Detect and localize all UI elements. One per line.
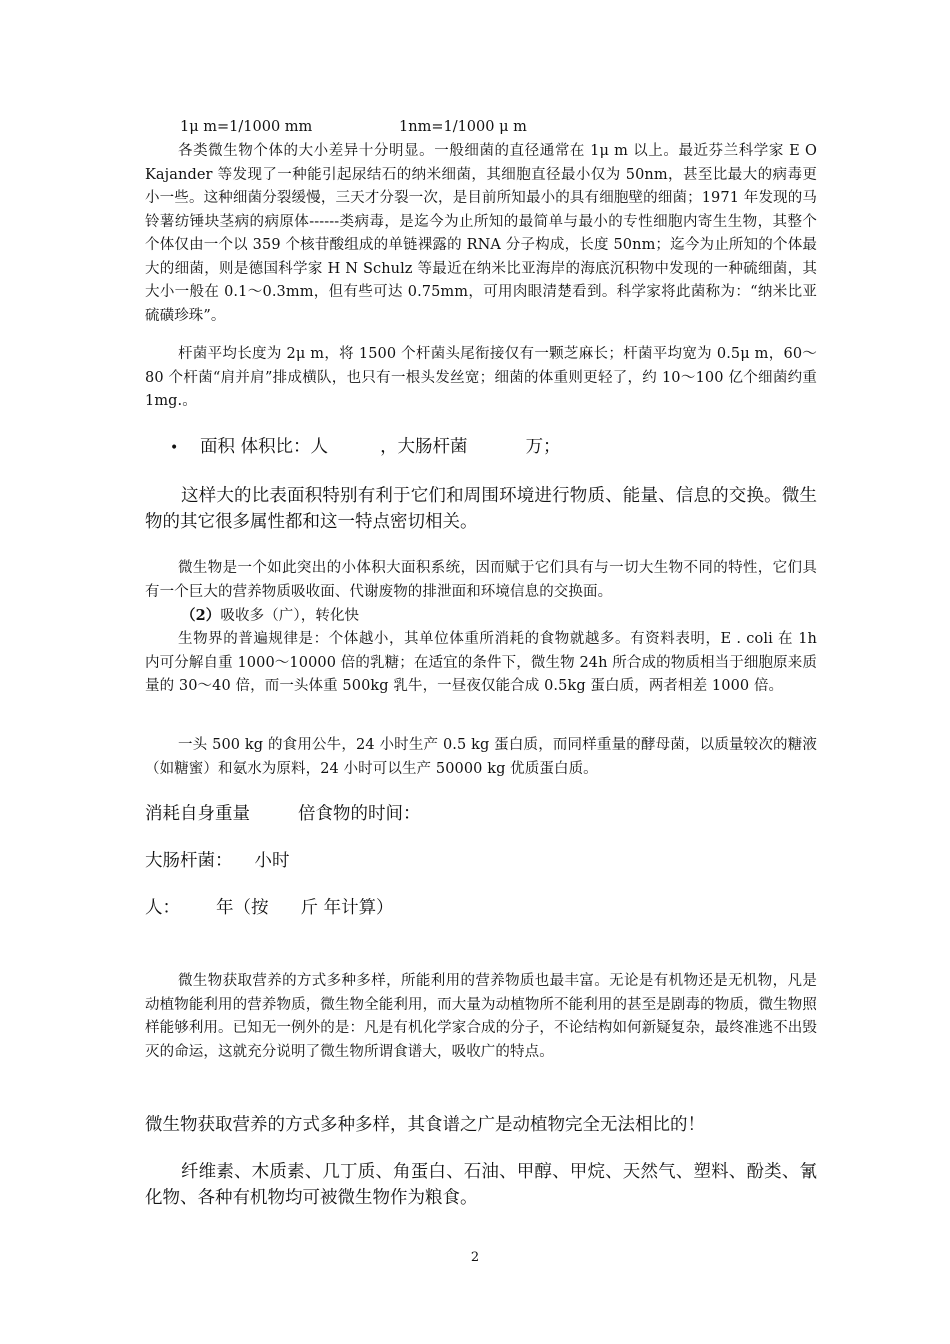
jin-year-label: 斤 年计算） bbox=[300, 898, 394, 918]
micrometer-conversion: 1μ m=1/1000 mm bbox=[180, 119, 313, 135]
question-human-years bbox=[145, 895, 394, 921]
unit-conversions bbox=[180, 117, 527, 137]
paragraph-bull-yeast: 一头 500 kg 的食用公牛，24 小时生产 0.5 kg 蛋白质，而同样重量的酵母菌，以质量较次的糖液（如糖蜜）和氨水为原料，24 小时可以生产 50000 kg 优质蛋白质。 bbox=[145, 737, 817, 777]
nanometer-conversion: 1nm=1/1000 μ m bbox=[399, 119, 527, 135]
question-text-b: 倍食物的时间： bbox=[298, 804, 421, 824]
ecoli-label: 大肠杆菌： bbox=[145, 851, 233, 871]
hours-label: 小时 bbox=[254, 851, 290, 871]
bullet-surface-volume-ratio bbox=[170, 434, 561, 461]
question-consumption-time bbox=[145, 801, 421, 827]
line-diet-breadth: 微生物获取营养的方式多种多样，其食谱之广是动植物完全无法相比的！ bbox=[145, 1115, 705, 1135]
question-text-a: 消耗自身重量 bbox=[145, 804, 250, 824]
paragraph-surface-exchange: 这样大的比表面积特别有利于它们和周围环境进行物质、能量、信息的交换。微生物的其它很多属性都和这一特点密切相关。 bbox=[145, 486, 817, 532]
question-ecoli-hours bbox=[145, 848, 290, 874]
heading-number: （2） bbox=[181, 607, 221, 624]
paragraph-rod-bacteria: 杆菌平均长度为 2μ m，将 1500 个杆菌头尾衔接仅有一颗芝麻长；杆菌平均宽为 0.5μ m，60～80 个杆菌“肩并肩”排成横队，也只有一根头发丝宽；细菌的体重则更轻了，约 10～100 亿个细菌约重 1mg.。 bbox=[145, 346, 817, 409]
paragraph-consumption-rule: 生物界的普遍规律是：个体越小，其单位体重所消耗的食物就越多。有资料表明，E . coli 在 1h 内可分解自重 1000～10000 倍的乳糖；在适宜的条件下，微生物 24h 所合成的物质相当于细胞原来质量的 30～40 倍，而一头体重 500kg 乳牛，一昼夜仅能合成 0.5kg 蛋白质，两者相差 1000 倍。 bbox=[145, 631, 817, 694]
bullet-text-human: 面积 体积比：人 bbox=[200, 437, 329, 457]
years-label: 年（按 bbox=[216, 898, 269, 918]
heading-text: 吸收多（广），转化快 bbox=[220, 608, 360, 624]
paragraph-microbe-size: 各类微生物个体的大小差异十分明显。一般细菌的直径通常在 1μ m 以上。最近芬兰科学家 E O Kajander 等发现了一种能引起尿结石的纳米细菌，其细胞直径最小仅为 50nm，甚至比最大的病毒更小一些。这种细菌分裂缓慢，三天才分裂一次，是目前所知最小的具有细胞壁的细菌；1971 年发现的马铃薯纺锤块茎病的病原体------类病毒，是迄今为止所知的最简单与最小的专性细胞内寄生生物，其整个个体仅由一个以 359 个核苷酸组成的单链裸露的 RNA 分子构成，长度 50nm；迄今为止所知的个体最大的细菌，则是德国科学家 H N Schulz 等最近在纳米比亚海岸的海底沉积物中发现的一种硫细菌，其大小一般在 0.1～0.3mm，但有些可达 0.75mm，可用肉眼清楚看到。科学家将此菌称为：“纳米比亚硫磺珍珠”。 bbox=[145, 143, 817, 324]
paragraph-small-volume-system: 微生物是一个如此突出的小体积大面积系统，因而赋于它们具有与一切大生物不同的特性，它们具有一个巨大的营养物质吸收面、代谢废物的排泄面和环境信息的交换面。 bbox=[145, 560, 817, 600]
heading-absorb-more bbox=[181, 604, 781, 629]
human-label: 人： bbox=[145, 898, 180, 918]
page-number: 2 bbox=[470, 1250, 480, 1265]
bullet-text-wan: 万； bbox=[525, 437, 561, 457]
paragraph-nutrition-sources: 微生物获取营养的方式多种多样，所能利用的营养物质也最丰富。无论是有机物还是无机物，凡是动植物能利用的营养物质，微生物全能利用，而大量为动植物所不能利用的甚至是剧毒的物质，微生物照样能够利用。已知无一例外的是：凡是有机化学家合成的分子，不论结构如何新疑复杂，最终准逃不出毁灭的命运，这就充分说明了微生物所谓食谱大，吸收广的特点。 bbox=[145, 973, 817, 1060]
bullet-icon: • bbox=[170, 439, 179, 456]
paragraph-food-list: 纤维素、木质素、几丁质、角蛋白、石油、甲醇、甲烷、天然气、塑料、酚类、氰化物、各种有机物均可被微生物作为粮食。 bbox=[145, 1162, 817, 1208]
bullet-text-ecoli: ，大肠杆菌 bbox=[380, 437, 468, 457]
